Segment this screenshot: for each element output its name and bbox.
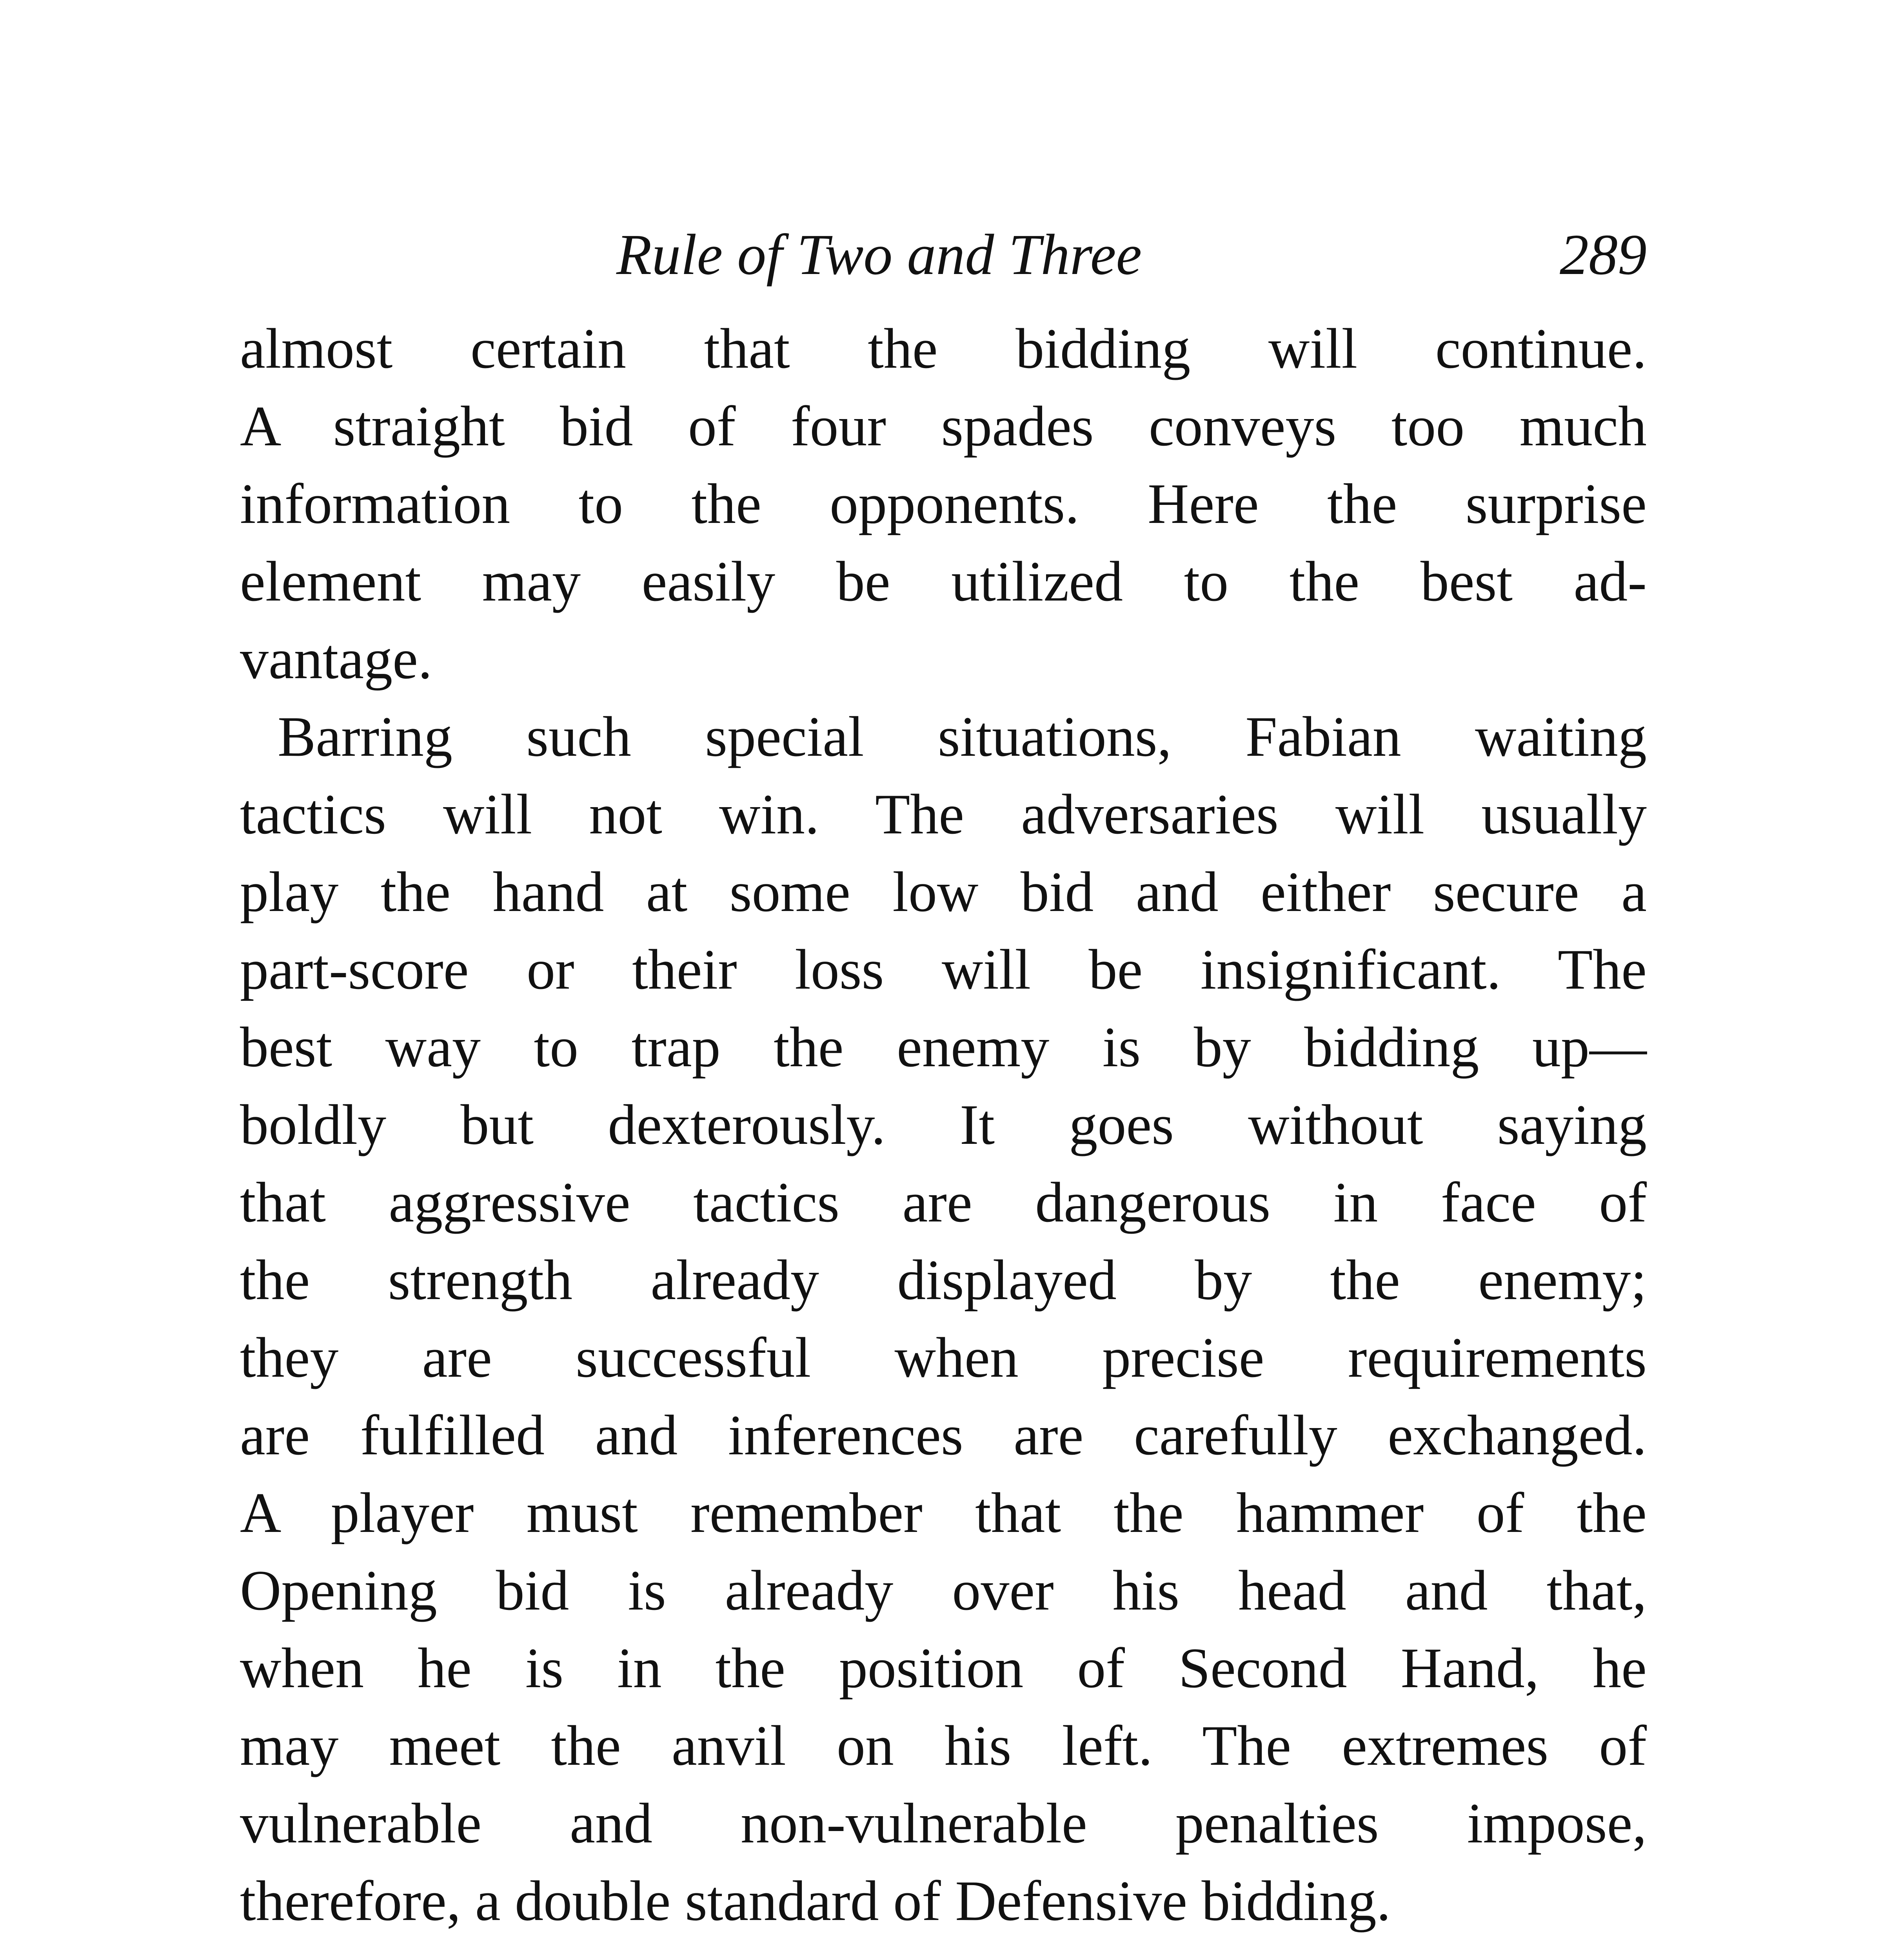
text-line: boldly but dexterously. It goes without saying	[240, 1093, 1647, 1156]
text-line: they are successful when precise requirements	[240, 1326, 1647, 1389]
text-line: best way to trap the enemy is by bidding up—	[240, 1015, 1647, 1079]
text-line: part-score or their loss will be insignificant. The	[240, 938, 1647, 1001]
text-line: may meet the anvil on his left. The extremes of	[240, 1714, 1647, 1777]
text-line: tactics will not win. The adversaries will usually	[240, 782, 1647, 846]
text-line: almost certain that the bidding will continue.	[240, 317, 1647, 380]
text-line: are fulfilled and inferences are carefully exchanged.	[240, 1403, 1647, 1467]
running-title: Rule of Two and Three	[616, 223, 1142, 287]
text-line: information to the opponents. Here the surprise	[240, 472, 1647, 535]
text-line: when he is in the position of Second Hand, he	[240, 1636, 1647, 1700]
body-text	[240, 310, 1647, 1940]
text-line: the strength already displayed by the enemy;	[240, 1248, 1647, 1312]
text-line: vantage.	[240, 627, 432, 691]
page-header	[240, 220, 1647, 290]
text-line: Opening bid is already over his head and that,	[240, 1559, 1647, 1622]
page-number: 289	[1560, 223, 1647, 287]
text-line: therefore, a double standard of Defensive bidding.	[240, 1869, 1391, 1933]
text-line: vulnerable and non-vulnerable penalties impose,	[240, 1791, 1647, 1855]
text-line: Barring such special situations, Fabian waiting	[278, 705, 1647, 768]
text-line: A player must remember that the hammer of the	[240, 1481, 1647, 1544]
text-line: that aggressive tactics are dangerous in face of	[240, 1171, 1647, 1234]
text-line: A straight bid of four spades conveys too much	[240, 394, 1647, 458]
text-line: play the hand at some low bid and either secure a	[240, 860, 1647, 924]
text-line: element may easily be utilized to the best ad-	[240, 550, 1647, 613]
